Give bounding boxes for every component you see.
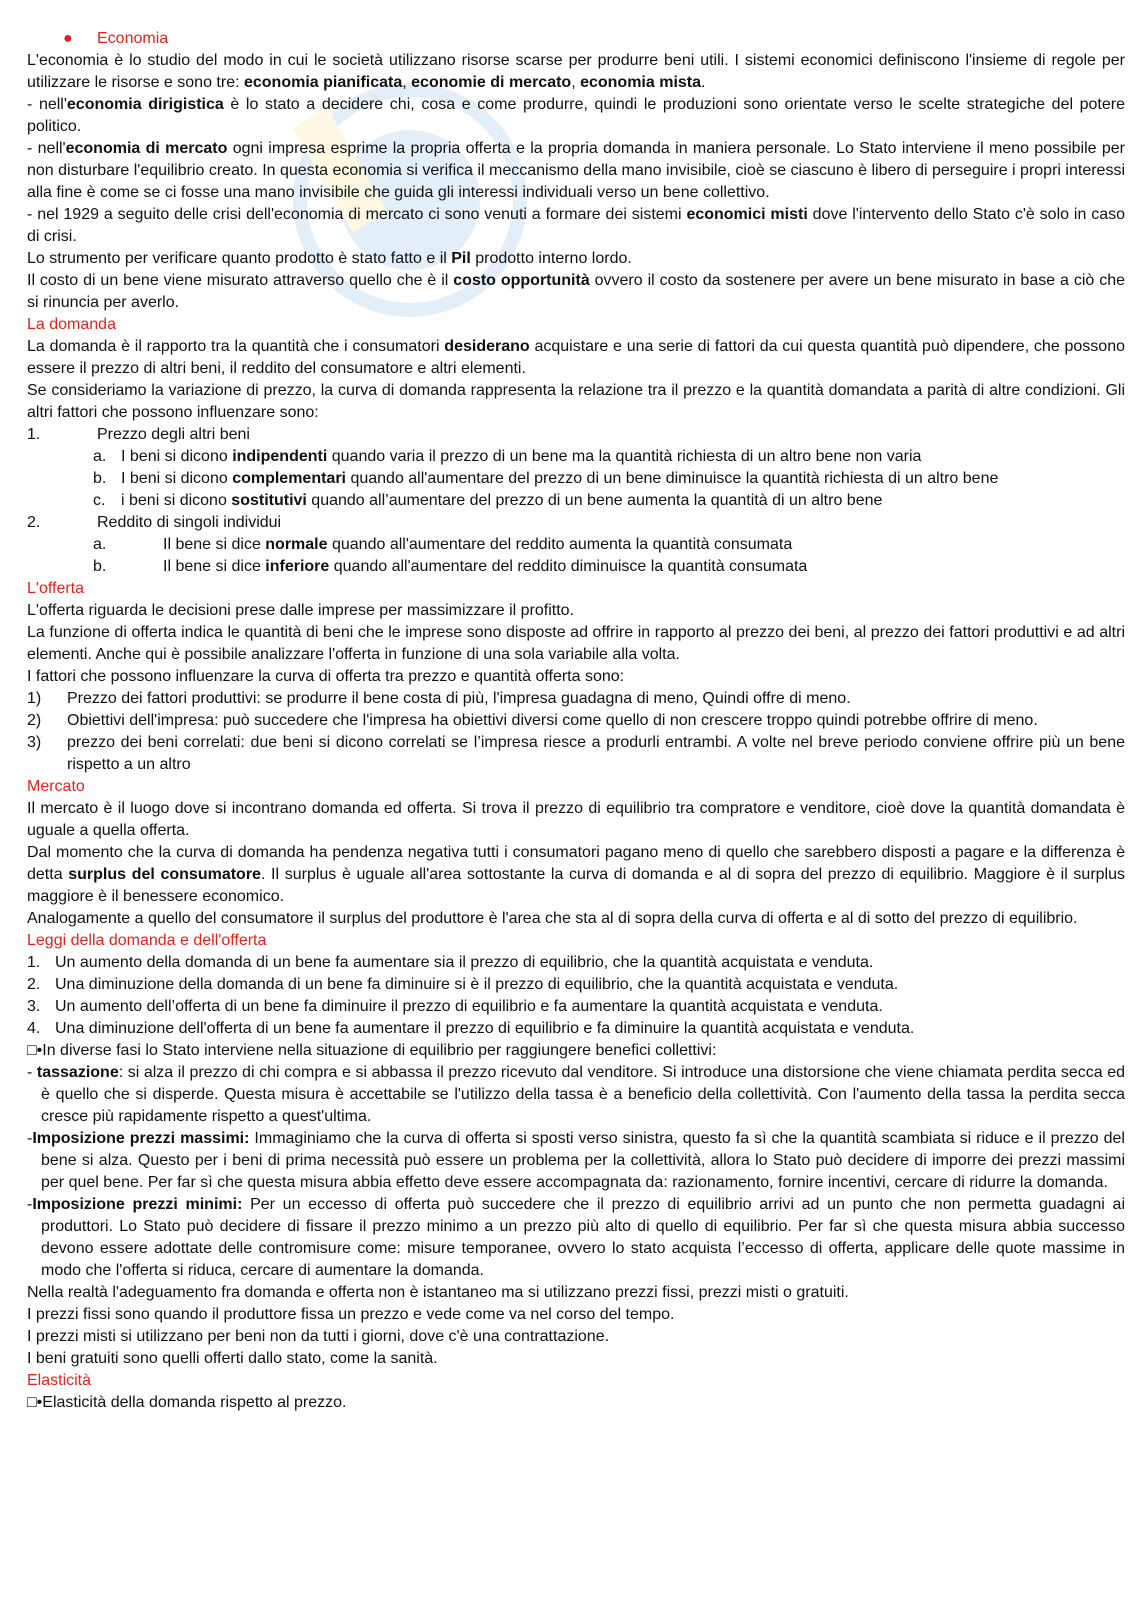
paragraph: Dal momento che la curva di domanda ha pendenza negativa tutti i consumatori pagano meno di quello che sarebbero disposti a pagare e la differenza è detta surplus del consumatore. Il surplus è uguale all'area sottostante la curva di domanda e al di sopra del prezzo di equilibrio. Maggiore è il surplus maggiore è il benessere economico. — [27, 844, 1126, 905]
paragraph: I beni gratuiti sono quelli offerti dallo stato, come la sanità. — [27, 1350, 438, 1367]
paragraph: - nel 1929 a seguito delle crisi dell'economia di mercato ci sono venuti a formare dei sistemi economici misti dove l'intervento dello Stato c'è solo in caso di crisi. — [27, 206, 1126, 245]
box-bullet-icon: □• — [27, 1394, 43, 1411]
list-subitem: b. Il bene si dice inferiore quando all'aumentare del reddito diminuisce la quantità consumata — [93, 558, 808, 575]
section-heading-offerta: L'offerta — [27, 580, 85, 597]
paragraph: -Imposizione prezzi minimi: Per un eccesso di offerta può succedere che il prezzo di equilibrio arrivi ad un punto che non permetta guadagni ai produttori. Lo Stato può decidere di fissare il prezzo minimo a un prezzo più alto di quello di equilibrio. Per far sì che questa misura abbia successo devono essere adottate delle contromisure come: misure temporanee, ovvero lo stato acquista l’eccesso di offerta, applicare delle quote massime in modo che l'offerta si riduca, cercare di aumentare la domanda. — [27, 1196, 1126, 1279]
paragraph: I prezzi fissi sono quando il produttore fissa un prezzo e vede come va nel corso del tempo. — [27, 1306, 675, 1323]
section-heading-leggi: Leggi della domanda e dell'offerta — [27, 932, 267, 949]
list-item: 2. Una diminuzione della domanda di un bene fa diminuire si è il prezzo di equilibrio, che la quantità acquistata e venduta. — [27, 976, 899, 993]
list-item: 1. Un aumento della domanda di un bene fa aumentare sia il prezzo di equilibrio, che la quantità acquistata e venduta. — [27, 954, 874, 971]
list-item: 3) prezzo dei beni correlati: due beni si dicono correlati se l’impresa riesce a produrli entrambi. A volte nel breve periodo conviene offrire più un bene rispetto a un altro — [27, 734, 1125, 773]
paragraph: Nella realtà l'adeguamento fra domanda e offerta non è istantaneo ma si utilizzano prezzi fissi, prezzi misti o gratuiti. — [27, 1284, 849, 1301]
bullet-icon: ● — [63, 30, 73, 47]
paragraph: Se consideriamo la variazione di prezzo, la curva di domanda rappresenta la relazione tra il prezzo e la quantità domandata a parità di altre condizioni. Gli altri fattori che possono influenzare sono: — [27, 382, 1125, 421]
paragraph: □•Elasticità della domanda rispetto al prezzo. — [27, 1394, 347, 1411]
list-item: 4. Una diminuzione dell'offerta di un bene fa aumentare il prezzo di equilibrio e fa diminuire la quantità acquistata e venduta. — [27, 1020, 915, 1037]
paragraph: I prezzi misti si utilizzano per beni non da tutti i giorni, dove c'è una contrattazione. — [27, 1328, 610, 1345]
box-bullet-icon: □• — [27, 1042, 43, 1059]
section-heading-domanda: La domanda — [27, 316, 116, 333]
list-item: 1) Prezzo dei fattori produttivi: se produrre il bene costa di più, l'impresa guadagna di meno, Quindi offre di meno. — [27, 690, 851, 707]
paragraph: Lo strumento per verificare quanto prodotto è stato fatto e il Pil prodotto interno lordo. — [27, 250, 632, 267]
list-item: 3. Un aumento dell’offerta di un bene fa diminuire il prezzo di equilibrio e fa aumentare la quantità acquistata e venduta. — [27, 998, 883, 1015]
list-subitem: a. I beni si dicono indipendenti quando varia il prezzo di un bene ma la quantità richiesta di un altro bene non varia — [93, 448, 922, 465]
document-page — [27, 28, 1125, 1414]
paragraph: -Imposizione prezzi massimi: Immaginiamo che la curva di offerta si sposti verso sinistra, questo fa sì che la quantità scambiata si riduce e il prezzo del bene si alza. Questo per i beni di prima necessità può essere un problema per la collettività, allora lo Stato può decidere di imporre dei prezzi massimi per quel bene. Per far sì che questa misura abbia effetto deve essere accompagnata da: razionamento, fornire incentivi, cercare di ridurre la domanda. — [27, 1130, 1125, 1191]
paragraph: Il mercato è il luogo dove si incontrano domanda ed offerta. Si trova il prezzo di equilibrio tra compratore e venditore, cioè dove la quantità domandata è uguale a quella offerta. — [27, 800, 1125, 839]
paragraph: Analogamente a quello del consumatore il surplus del produttore è l'area che sta al di sopra della curva di offerta e al di sotto del prezzo di equilibrio. — [27, 910, 1078, 927]
list-item: 2. Reddito di singoli individui — [27, 514, 282, 531]
paragraph: La funzione di offerta indica le quantità di beni che le imprese sono disposte ad offrire in rapporto al prezzo dei beni, al prezzo dei fattori produttivi e ad altri elementi. Anche qui è possibile analizzare l'offerta in funzione di una sola variabile alla volta. — [27, 624, 1125, 663]
paragraph: L'economia è lo studio del modo in cui le società utilizzano risorse scarse per produrre beni utili. I sistemi economici definiscono l'insieme di regole per utilizzare le risorse e sono tre: economia pianificata, economie di mercato, economia mista. — [27, 52, 1125, 91]
paragraph: La domanda è il rapporto tra la quantità che i consumatori desiderano acquistare e una serie di fattori da cui questa quantità può dipendere, che possono essere il prezzo di altri beni, il reddito del consumatore e altri elementi. — [27, 338, 1126, 377]
paragraph: Il costo di un bene viene misurato attraverso quello che è il costo opportunità ovvero il costo da sostenere per avere un bene misurato in base a ciò che si rinuncia per averlo. — [27, 272, 1125, 311]
paragraph: - tassazione: si alza il prezzo di chi compra e si abbassa il prezzo ricevuto dal venditore. Si introduce una distorsione che viene chiamata perdita secca ed è quello che si disperde. Questa misura è accettabile se l'utilizzo della tassa è a beneficio della collettività. Con l'aumento della tassa la perdita secca cresce più rapidamente rispetto a quest'ultima. — [27, 1064, 1125, 1125]
paragraph: I fattori che possono influenzare la curva di offerta tra prezzo e quantità offerta sono: — [27, 668, 625, 685]
list-subitem: b. I beni si dicono complementari quando all'aumentare del prezzo di un bene diminuisce la quantità richiesta di un altro bene — [93, 470, 999, 487]
paragraph: □•In diverse fasi lo Stato interviene nella situazione di equilibrio per raggiungere benefici collettivi: — [27, 1042, 717, 1059]
list-item: 1. Prezzo degli altri beni — [27, 426, 250, 443]
paragraph: L'offerta riguarda le decisioni prese dalle imprese per massimizzare il profitto. — [27, 602, 575, 619]
list-item: 2) Obiettivi dell'impresa: può succedere che l'impresa ha obiettivi diversi come quello di non crescere troppo quindi potrebbe offrire di meno. — [27, 712, 1038, 729]
section-heading-mercato: Mercato — [27, 778, 85, 795]
section-heading-elasticita: Elasticità — [27, 1372, 92, 1389]
paragraph: - nell'economia dirigistica è lo stato a decidere chi, cosa e come produrre, quindi le produzioni sono orientate verso le scelte strategiche del potere politico. — [27, 96, 1126, 135]
list-subitem: c. i beni si dicono sostitutivi quando all’aumentare del prezzo di un bene aumenta la quantità di un altro bene — [93, 492, 883, 509]
economia-heading: ● Economia — [27, 28, 1125, 50]
list-subitem: a. Il bene si dice normale quando all'aumentare del reddito aumenta la quantità consumata — [93, 536, 793, 553]
paragraph: - nell'economia di mercato ogni impresa esprime la propria offerta e la propria domanda in maniera personale. Lo Stato interviene il meno possibile per non disturbare l'equilibrio creato. In questa economia si verifica il meccanismo della mano invisibile, cioè se ciascuno è libero di perseguire i propri interessi alla fine è come se ci fosse una mano invisibile che guida gli interessi individuali verso un bene collettivo. — [27, 140, 1126, 201]
